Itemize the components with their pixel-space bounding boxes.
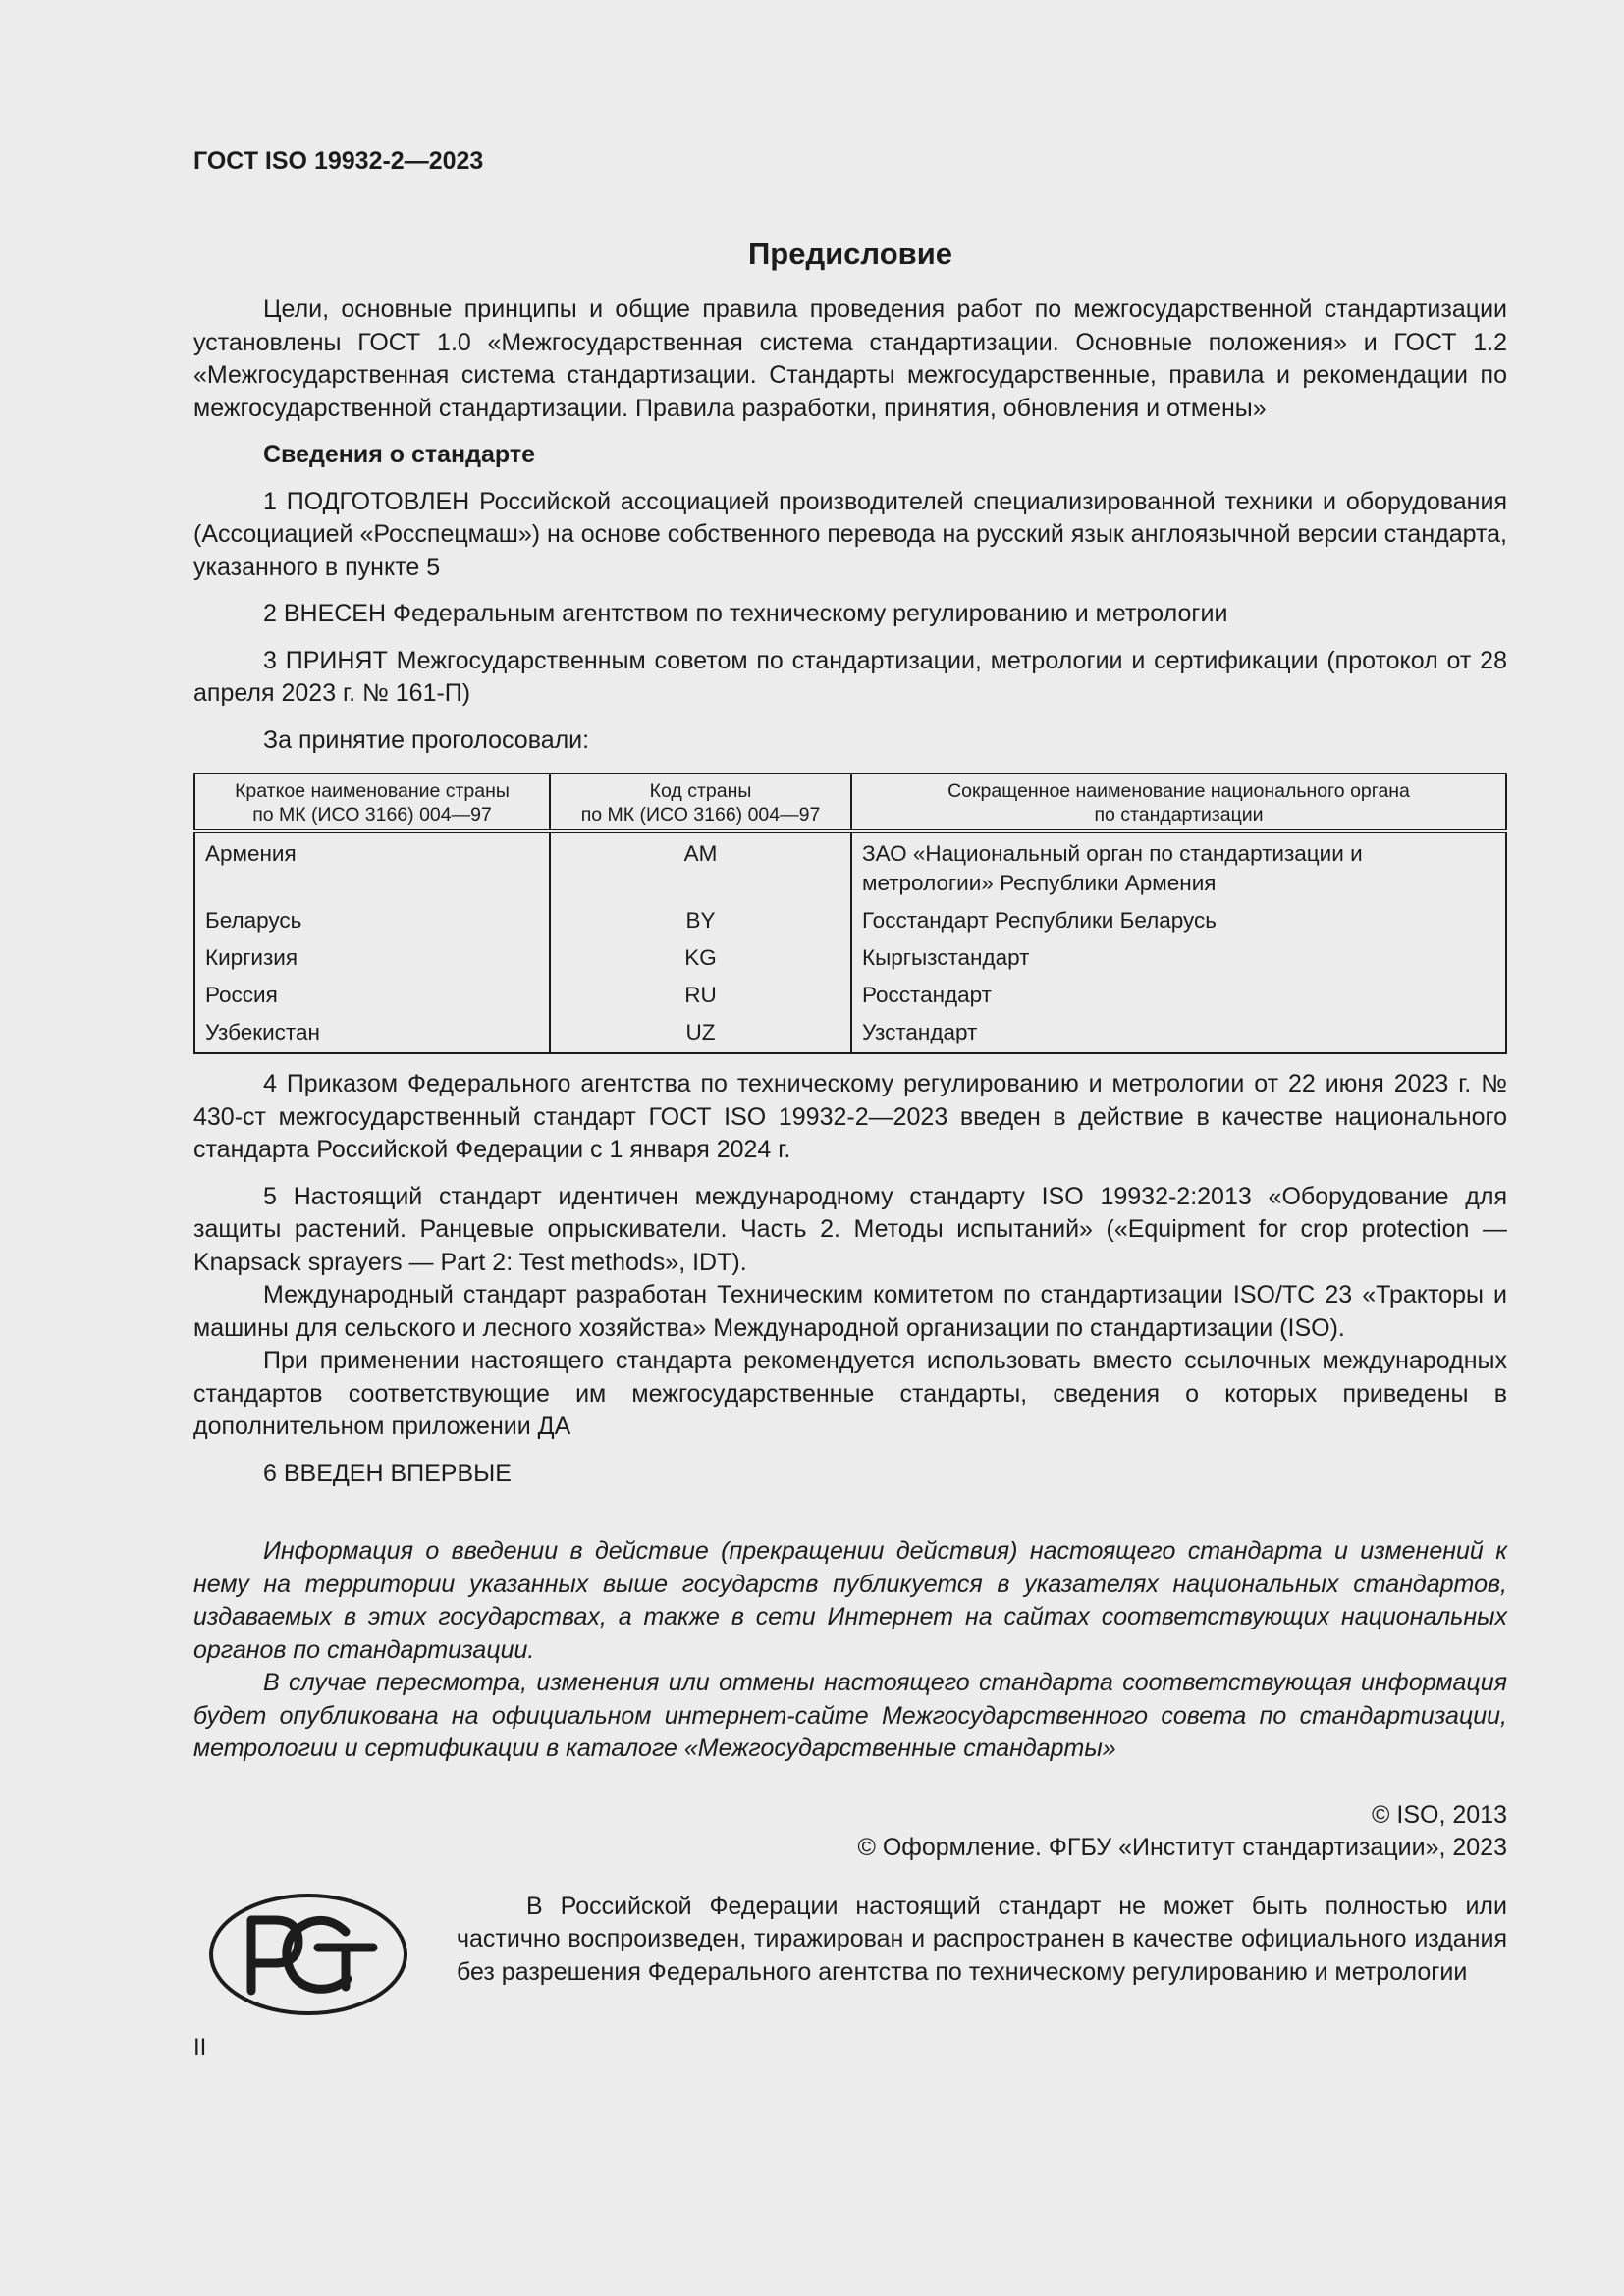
country-cell: Россия [205,983,278,1007]
document-code: ГОСТ ISO 19932-2—2023 [193,147,484,175]
item-3: 3 ПРИНЯТ Межгосударственным советом по стандартизации, метрологии и сертификации (протокол от 28 апреля 2023 г. № 161-П) [193,646,1507,707]
document-page [193,137,1507,2061]
table-header-row [194,774,1506,831]
table-row [194,1015,1506,1053]
section-heading: Сведения о стандарте [263,441,536,468]
table-row [194,903,1506,940]
code-cell: RU [550,978,851,1015]
header-country-name: Краткое наименование страны по МК (ИСО 3166) 004—97 [194,774,550,831]
item-5-committee: Международный стандарт разработан Техническим комитетом по стандартизации ISO/TC 23 «Тракторы и машины для сельского и лесного хозяйства» Международной организации по стандартизации (ISO). [193,1281,1507,1342]
header-country-code: Код страны по МК (ИСО 3166) 004—97 [550,774,851,831]
info-block [193,1535,1507,1766]
item-6: 6 ВВЕДЕН ВПЕРВЫЕ [263,1459,512,1487]
code-cell: KG [550,940,851,978]
item-2: 2 ВНЕСЕН Федеральным агентством по техническому регулированию и метрологии [263,600,1228,627]
country-cell: Беларусь [205,908,302,933]
table-row [194,940,1506,978]
voted-label: За принятие проголосовали: [263,725,590,754]
code-cell: BY [550,903,851,940]
item-4: 4 Приказом Федерального агентства по техническому регулированию и метрологии от 22 июня 2023 г. № 430-ст межгосударственный стандарт ГОСТ ISO 19932-2—2023 введен в действие в качестве национального стандарта Российской Федерации с 1 января 2024 г. [193,1070,1507,1163]
copyright-institute: © Оформление. ФГБУ «Институт стандартизации», 2023 [857,1834,1507,1861]
table-row [194,831,1506,903]
item-5: 5 Настоящий стандарт идентичен международному стандарту ISO 19932-2:2013 «Оборудование для защиты растений. Ранцевые опрыскиватели. Часть 2. Методы испытаний» («Equipment for crop protection — Knapsack sprayers — Part 2: Test methods», IDT). [193,1182,1507,1276]
body-cell: Узстандарт [851,1015,1506,1053]
member-states-table [193,773,1507,1054]
intro-paragraph: Цели, основные принципы и общие правила проведения работ по межгосударственной стандартизации установлены ГОСТ 1.0 «Межгосударственная система стандартизации. Основные положения» и ГОСТ 1.2 «Межгосударственная система стандартизации. Стандарты межгосударственные, правила и рекомендации по межгосударственной стандартизации. Правила разработки, принятия, обновления и отмены» [193,295,1507,422]
rst-logo-icon [208,1893,408,2016]
body-cell: ЗАО «Национальный орган по стандартизации и метрологии» Республики Армения [851,831,1506,903]
header-national-body: Сокращенное наименование национального органа по стандартизации [851,774,1506,831]
country-cell: Киргизия [205,945,298,970]
page-number: II [193,2033,207,2060]
country-cell: Армения [205,841,297,866]
code-cell: UZ [550,1015,851,1053]
country-cell: Узбекистан [205,1020,320,1044]
footer-row [193,1891,1507,2028]
reproduction-notice: В Российской Федерации настоящий стандарт не может быть полностью или частично воспроизведен, тиражирован и распространен в качестве официального издания без разрешения Федерального агентства по техническому регулированию и метрологии [457,1892,1507,1986]
body-cell: Росстандарт [851,978,1506,1015]
item-1: 1 ПОДГОТОВЛЕН Российской ассоциацией производителей специализированной техники и оборудования (Ассоциацией «Росспецмаш») на основе собственного перевода на русский язык англоязычной версии стандарта, указанного в пункте 5 [193,487,1507,581]
item-5-references: При применении настоящего стандарта рекомендуется использовать вместо ссылочных международных стандартов соответствующие им межгосударственные стандарты, сведения о которых приведены в дополнительном приложении ДА [193,1347,1507,1440]
page-title: Предисловие [747,237,952,271]
copyright-iso: © ISO, 2013 [1372,1800,1507,1829]
code-cell: AM [550,831,851,903]
info-paragraph-2: В случае пересмотра, изменения или отмены настоящего стандарта соответствующая информация будет опубликована на официальном интернет-сайте Межгосударственного совета по стандартизации, метрологии и сертификации в каталоге «Межгосударственные стандарты» [193,1669,1507,1762]
body-cell: Кыргызстандарт [851,940,1506,978]
table-row [194,978,1506,1015]
body-cell: Госстандарт Республики Беларусь [851,903,1506,940]
info-paragraph-1: Информация о введении в действие (прекращении действия) настоящего стандарта и изменений к нему на территории указанных выше государств публикуется в указателях национальных стандартов, издаваемых в этих государствах, а также в сети Интернет на сайтах соответствующих национальных органов по стандартизации. [193,1537,1507,1664]
copyright-block [193,1799,1507,1865]
